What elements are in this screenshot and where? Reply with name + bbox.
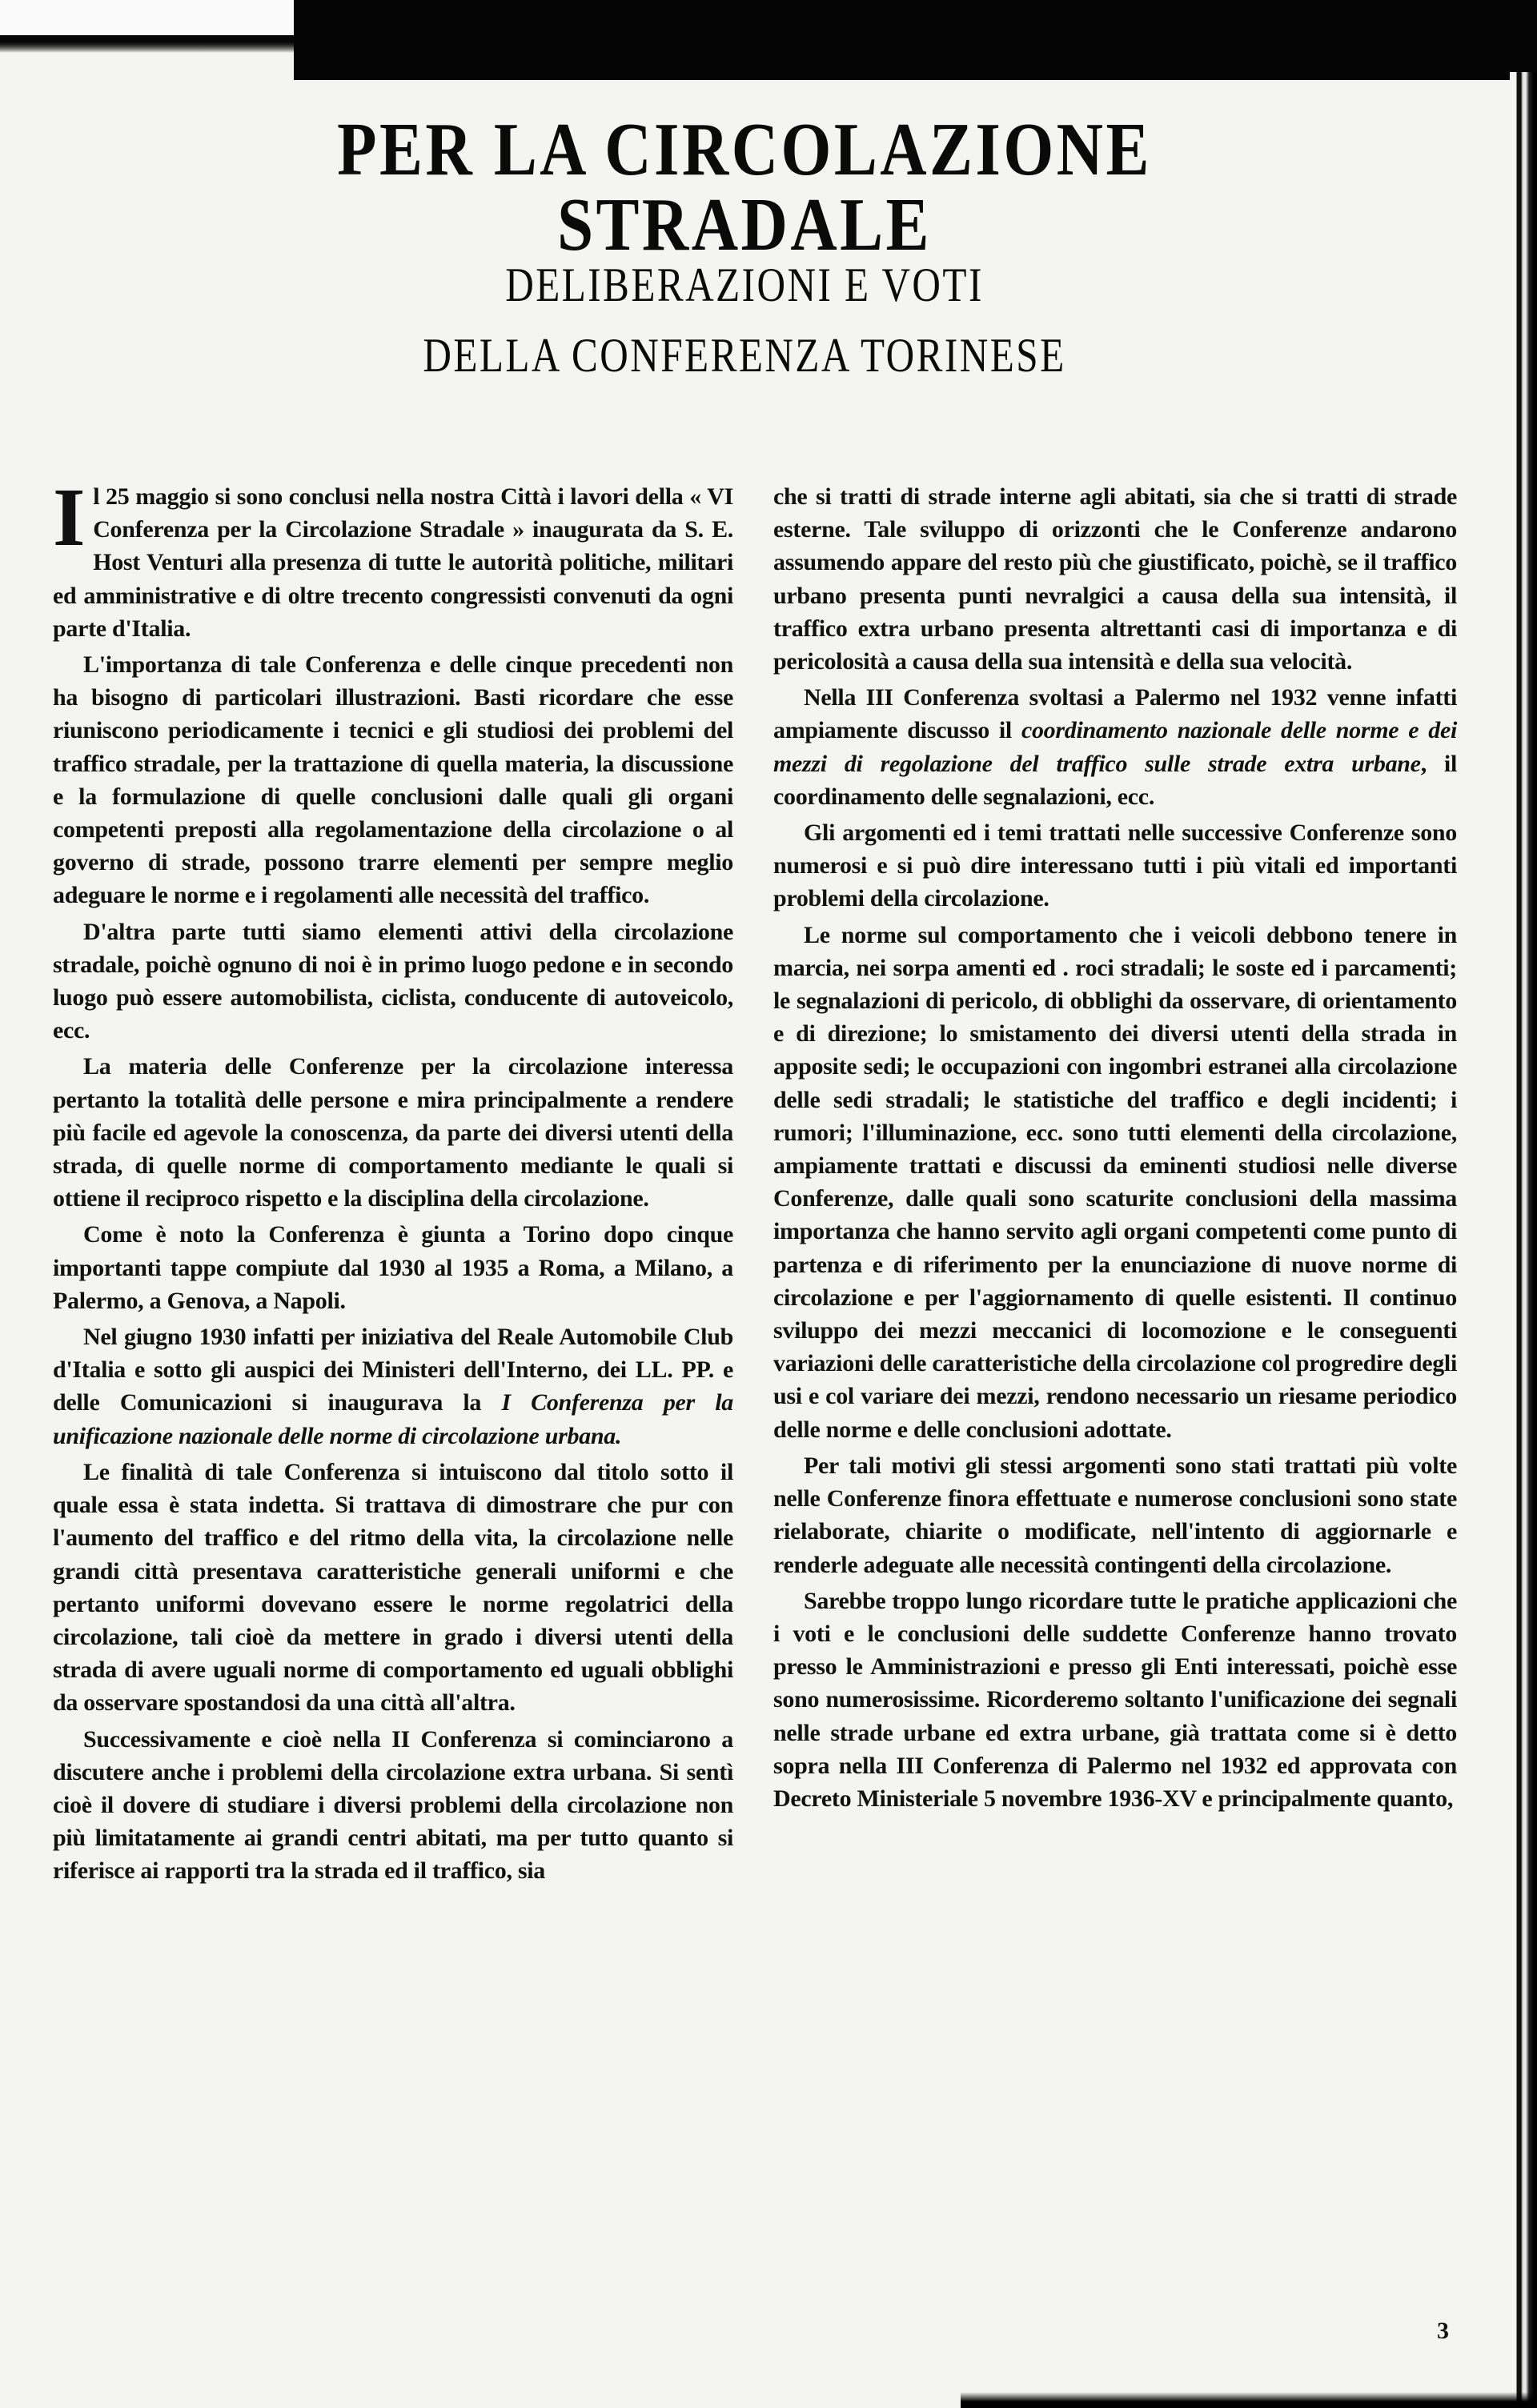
right-column xyxy=(773,480,1457,1818)
paragraph-text: l 25 maggio si sono conclusi nella nostra Città i lavori della « VI Conferenza per la Circolazione Stradale » inaugurata da S. E. Host Venturi alla presenza di tutte le autorità politiche, militari ed amministrative e di oltre trecento congressisti convenuti da ogni parte d'Italia. xyxy=(53,483,733,642)
paragraph: Le norme sul comportamento che i veicoli debbono tenere in marcia, nei sorpa amenti ed . roci stradali; le soste ed i parcamenti; le segnalazioni di pericolo, di obblighi da osservare, di orientamento e di direzione; lo smistamento dei diversi utenti della strada in apposite sedi; le occupazioni con ingombri estranei alla circolazione delle sedi stradali; le statistiche del traffico e degli incidenti; i rumori; l'illuminazione, ecc. sono tutti elementi della circolazione, ampiamente trattati e discussi da eminenti studiosi nelle diverse Conferenze, dalle quali sono scaturite conclusioni della massima importanza che hanno servito agli organi competenti come punto di partenza e di riferimento per la enunciazione di nuove norme di circolazione e per l'aggiornamento di quelle esistenti. Il continuo sviluppo dei mezzi meccanici di locomozione e le conseguenti variazioni delle caratteristiche della circolazione col progredire degli usi e col variare dei mezzi, rendono necessario un riesame periodico delle norme e delle conclusioni adottate. xyxy=(773,921,1457,1443)
paragraph: D'altra parte tutti siamo elementi attivi della circolazione stradale, poichè ognuno di noi è in primo luogo pedone e in secondo luogo può essere automobilista, ciclista, conducente di autoveicolo, ecc. xyxy=(53,918,733,1044)
italic-conference-title: I Conferenza per la unificazione nazionale delle norme di circolazione urbana. xyxy=(53,1389,734,1449)
paragraph-text: Nel giugno 1930 infatti per iniziativa del Reale Automobile Club d'Italia e sotto gli auspici dei Ministeri dell'Interno, dei LL. PP. e delle Comunicazioni si inaugurava la xyxy=(53,1324,733,1416)
paragraph: che si tratti di strade interne agli abitati, sia che si tratti di strade esterne. Tale sviluppo di orizzonti che le Conferenze andarono assumendo appare del resto più che giustificato, poichè, se il traffico urbano presenta punti nevralgici a causa della sua intensità, il traffico extra urbano presenta altrettanti casi di importanza e di pericolosità a causa della sua intensità e della sua velocità. xyxy=(773,483,1457,675)
article-subtitle-line2: DELLA CONFERENZA TORINESE xyxy=(423,329,1066,382)
italic-topic: coordinamento nazionale delle norme e dei mezzi di regolazione del traffico sulle strade extra urbane xyxy=(773,717,1458,777)
page-number: 3 xyxy=(1437,2318,1449,2344)
paragraph: Come è noto la Conferenza è giunta a Torino dopo cinque importanti tappe compiute dal 1930 al 1935 a Roma, a Milano, a Palermo, a Genova, a Napoli. xyxy=(53,1221,733,1314)
paragraph xyxy=(773,681,1457,813)
paragraph-text: , il coordinamento delle segnalazioni, ecc. xyxy=(773,750,1457,810)
paragraph: Successivamente e cioè nella II Conferenza si cominciarono a discutere anche i problemi della circolazione extra urbana. Si sentì cioè il dovere di studiare i diversi problemi della circolazione non più limitatamente ai grandi centri abitati, ma per tutto quanto si riferisce ai rapporti tra la strada ed il traffico, sia xyxy=(53,1725,733,1885)
left-column xyxy=(53,471,734,1891)
paragraph: Sarebbe troppo lungo ricordare tutte le pratiche applicazioni che i voti e le conclusioni delle suddette Conferenze hanno trovato presso le Amministrazioni e presso gli Enti interessati, poichè esse sono numerosissime. Ricorderemo soltanto l'unificazione dei segnali nelle strade urbane ed extra urbane, già trattata come si è detto sopra nella III Conferenza di Palermo nel 1932 ed approvata con Decreto Ministeriale 5 novembre 1936-XV e principalmente quanto, xyxy=(773,1587,1457,1812)
paragraph: Gli argomenti ed i temi trattati nelle successive Conferenze sono numerosi e si può dire interessano tutti i più vitali ed importanti problemi della circolazione. xyxy=(773,819,1457,912)
paragraph: Per tali motivi gli stessi argomenti sono stati trattati più volte nelle Conferenze finora effettuate e numerose conclusioni sono state rielaborate, chiarite o modificate, nell'intento di aggiornarle e renderle adeguate alle necessità contingenti della circolazione. xyxy=(773,1452,1457,1578)
article-title: PER LA CIRCOLAZIONE STRADALE xyxy=(337,108,1152,266)
paragraph: L'importanza di tale Conferenza e delle cinque precedenti non ha bisogno di particolari illustrazioni. Basti ricordare che esse riuniscono periodicamente i tecnici e gli studiosi dei problemi del traffico stradale, per la trattazione di quella materia, la discussione e la formulazione di quelle conclusioni dalle quali gli organi competenti preposti alla regolamentazione della circolazione o al governo di strade, possono trarre elementi per sempre meglio adeguare le norme e i regolamenti alle necessità del traffico. xyxy=(53,651,733,909)
paragraph xyxy=(53,471,733,645)
scan-margin-top-left xyxy=(0,0,294,37)
paragraph xyxy=(53,1320,733,1452)
scan-edge-bottom xyxy=(961,2392,1537,2408)
article-subtitle-line1: DELIBERAZIONI E VOTI xyxy=(505,258,984,311)
scan-shadow-top xyxy=(294,0,1537,80)
drop-cap: I xyxy=(53,471,86,563)
paragraph: Le finalità di tale Conferenza si intuiscono dal titolo sotto il quale essa è stata indetta. Si trattava di dimostrare che pur con l'aumento del traffico e del ritmo della vita, la circolazione nelle grandi città presentava caratteristiche generali uniformi e che pertanto uniformi dovevano essere le norme regolatrici della circolazione, tali cioè da mettere in grado i diversi utenti della strada di avere uguali norme di comportamento ed uguali obblighi da osservare spostandosi da una città all'altra. xyxy=(53,1458,733,1717)
paragraph-text: Nella III Conferenza svoltasi a Palermo nel 1932 venne infatti ampiamente discusso il xyxy=(773,684,1457,744)
paragraph: La materia delle Conferenze per la circolazione interessa pertanto la totalità delle persone e mira principalmente a rendere più facile ed agevole la conoscenza, da parte dei diversi utenti della strada, di quelle norme di comportamento mediante le quali si ottiene il reciproco rispetto e la disciplina della circolazione. xyxy=(53,1053,733,1212)
scan-edge-right xyxy=(1510,72,1537,2408)
